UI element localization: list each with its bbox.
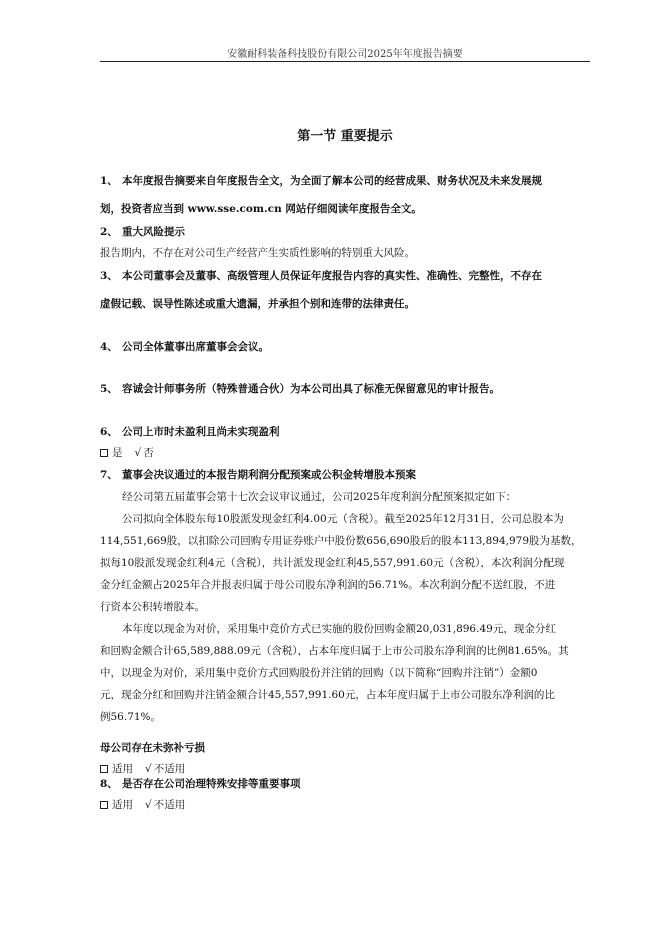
item-4-number: 4、: [100, 341, 118, 353]
parent-loss-no-label: 不适用: [153, 763, 186, 775]
parent-loss-yes-label: 适用: [112, 763, 133, 775]
item-6-options: [100, 443, 592, 464]
item-7-p2-line-5: 行资本公积转增股本。: [100, 601, 205, 613]
item-7-p3-line-2: 和回购金额合计65,589,888.09元（含税），占本年度归属于上市公司股东净利润的比例81.65%。其: [100, 645, 569, 657]
report-header-title: 安徽耐科装备科技股份有限公司2025年年度报告摘要: [227, 49, 463, 60]
item-2-text: 报告期内，不存在对公司生产经营产生实质性影响的特别重大风险。: [100, 247, 415, 259]
item-8-title: 是否存在公司治理特殊安排等重要事项: [122, 778, 301, 790]
item-7-paragraph-2: [100, 508, 592, 618]
item-6-number: 6、: [100, 426, 118, 438]
item-7-title: 董事会决议通过的本报告期利润分配预案或公积金转增股本预案: [122, 469, 416, 481]
item-7-p3-line-5: 例56.71%。: [100, 711, 162, 723]
item-7-p2-line-3: 拟每10股派发现金红利4元（含税），共计派发现金红利45,557,991.60元（含税），本次利润分配现: [100, 557, 565, 569]
item-7: [100, 464, 592, 728]
parent-loss-yes-checkbox[interactable]: [100, 765, 108, 773]
item-1-line-2: 划，投资者应当到 www.sse.com.cn 网站仔细阅读年度报告全文。: [100, 203, 422, 215]
item-6-yes-checkbox[interactable]: [100, 449, 108, 457]
item-7-p2-line-2: 114,551,669股，以扣除公司回购专用证券账户中股份数656,690股后的股本113,894,979股为基数，: [100, 535, 582, 547]
item-4-text: 公司全体董事出席董事会会议。: [122, 341, 269, 353]
item-8-options: [100, 795, 592, 816]
parent-loss-title: 母公司存在未弥补亏损: [100, 742, 205, 754]
item-5-text: 容诚会计师事务所（特殊普通合伙）为本公司出具了标准无保留意见的审计报告。: [122, 383, 500, 395]
item-7-paragraph-1: 经公司第五届董事会第十七次会议审议通过，公司2025年度利润分配预案拟定如下：: [122, 491, 517, 503]
item-2-number: 2、: [100, 226, 118, 238]
item-7-paragraph-3: [100, 618, 592, 728]
item-2: [100, 222, 592, 264]
item-3-line-1: 本公司董事会及董事、高级管理人员保证年度报告内容的真实性、准确性、完整性，不存在: [122, 270, 542, 282]
item-1: [100, 170, 592, 220]
item-5-number: 5、: [100, 383, 118, 395]
item-3-number: 3、: [100, 270, 118, 282]
item-6-check-icon[interactable]: √: [134, 447, 142, 459]
header-divider: [100, 61, 590, 62]
item-8-no-label: 不适用: [153, 799, 186, 811]
item-7-number: 7、: [100, 469, 118, 481]
item-7-p3-line-1: 本年度以现金为对价，采用集中竞价方式已实施的股份回购金额20,031,896.49元，现金分红: [122, 623, 556, 635]
item-6-no-label: 否: [143, 447, 154, 459]
item-6-yes-label: 是: [112, 447, 123, 459]
item-3: [100, 265, 592, 315]
section-title: 第一节 重要提示: [297, 129, 393, 144]
item-5: [100, 378, 592, 400]
item-8-yes-checkbox[interactable]: [100, 801, 108, 809]
item-8-yes-label: 适用: [112, 799, 133, 811]
item-7-p2-line-4: 金分红金额占2025年合并报表归属于母公司股东净利润的56.71%。本次利润分配不送红股，不进: [100, 579, 556, 591]
item-3-line-2: 虚假记载、误导性陈述或重大遗漏，并承担个别和连带的法律责任。: [100, 298, 415, 310]
item-6-title: 公司上市时未盈利且尚未实现盈利: [122, 426, 280, 438]
item-8-number: 8、: [100, 778, 118, 790]
item-7-p3-line-3: 中，以现金为对价，采用集中竞价方式回购股份并注销的回购（以下简称“回购并注销”）金额0: [100, 667, 538, 679]
item-7-p2-line-1: 公司拟向全体股东每10股派发现金红利4.00元（含税）。截至2025年12月31日，公司总股本为: [122, 513, 564, 525]
item-7-p3-line-4: 元，现金分红和回购并注销金额合计45,557,991.60元，占本年度归属于上市公司股东净利润的比: [100, 689, 555, 701]
item-4: [100, 336, 592, 358]
item-6: [100, 422, 592, 464]
item-2-title: 重大风险提示: [122, 226, 185, 238]
item-8-check-icon[interactable]: √: [145, 799, 152, 811]
item-8: [100, 774, 592, 816]
item-1-number: 1、: [100, 175, 118, 187]
parent-loss-check-icon[interactable]: √: [145, 763, 152, 775]
item-1-line-1: 本年度报告摘要来自年度报告全文，为全面了解本公司的经营成果、财务状况及未来发展规: [122, 175, 542, 187]
